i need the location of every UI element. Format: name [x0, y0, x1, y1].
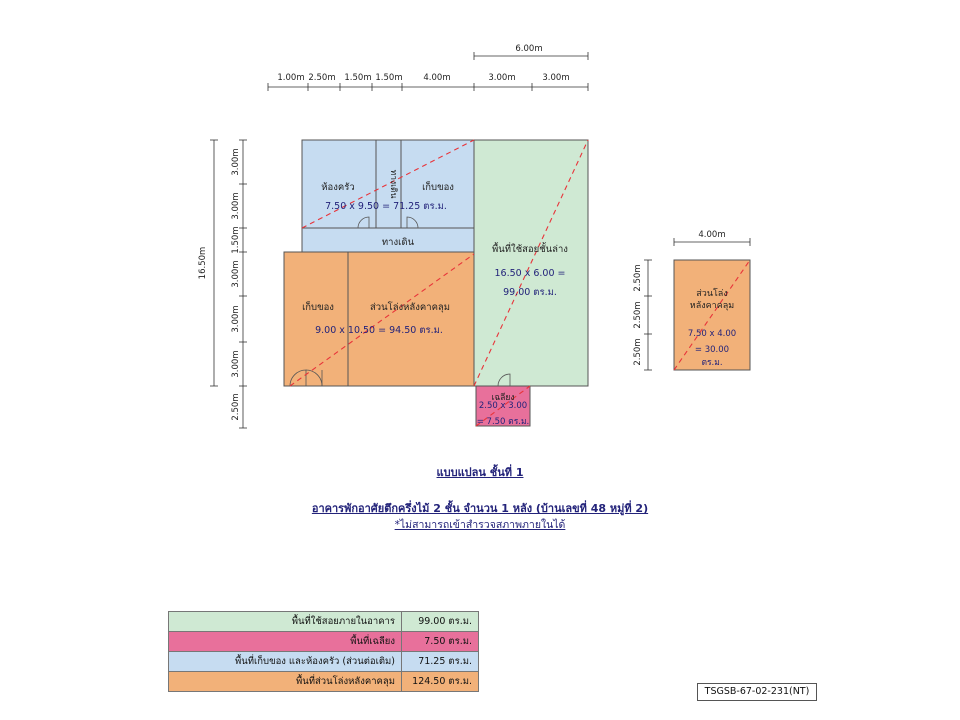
- dim-top-seg: 1.50m: [344, 73, 372, 83]
- legend-value: 99.00 ตร.ม.: [402, 612, 479, 632]
- annex-dim-width: 4.00m: [698, 230, 726, 240]
- dim-top-seg: 2.50m: [308, 73, 336, 83]
- dim-left-seg: 3.00m: [231, 260, 241, 288]
- upper-area-label: 7.50 x 9.50 = 71.25 ตร.ม.: [325, 201, 447, 212]
- porch-area-line1: 2.50 x 3.00: [478, 401, 528, 411]
- legend-label: พื้นที่เฉลียง: [169, 632, 402, 652]
- legend-value: 124.50 ตร.ม.: [402, 672, 479, 692]
- covered-label: ส่วนโล่งหลังคาคลุม: [369, 302, 451, 313]
- dim-top-seg: 3.00m: [542, 73, 570, 83]
- annex-dim-height: 2.50m: [633, 338, 643, 366]
- annex-dim-height: 2.50m: [633, 264, 643, 292]
- dim-top-seg: 4.00m: [423, 73, 451, 83]
- dim-left-seg: 3.00m: [231, 148, 241, 176]
- dim-left-seg: 3.00m: [231, 192, 241, 220]
- annex-label-2: หลังคาคลุม: [689, 301, 735, 311]
- ground-area-line1: 16.50 x 6.00 =: [494, 268, 566, 279]
- dim-top-seg: 1.50m: [375, 73, 403, 83]
- legend-label: พื้นที่เก็บของ และห้องครัว (ส่วนต่อเติม): [169, 652, 402, 672]
- storage-left-label: เก็บของ: [302, 302, 334, 313]
- dim-top-seg: 3.00m: [488, 73, 516, 83]
- ground-use-label: พื้นที่ใช้สอยชั้นล่าง: [492, 244, 568, 255]
- annex-label-1: ส่วนโล่ง: [696, 289, 728, 299]
- kitchen-label: ห้องครัว: [321, 182, 355, 193]
- dim-left-seg: 2.50m: [231, 393, 241, 421]
- plan-subtitle: อาคารพักอาศัยตึกครึ่งไม้ 2 ชั้น จำนวน 1 หลัง (บ้านเลขที่ 48 หมู่ที่ 2): [311, 502, 649, 515]
- legend-value: 71.25 ตร.ม.: [402, 652, 479, 672]
- legend-label: พื้นที่ใช้สอยภายในอาคาร: [169, 612, 402, 632]
- reference-code: TSGSB-67-02-231(NT): [697, 683, 817, 701]
- annex-dim-height: 2.50m: [633, 301, 643, 329]
- dim-top-seg: 1.00m: [277, 73, 305, 83]
- corridor-horizontal-label: ทางเดิน: [381, 237, 415, 248]
- annex-area-line3: ตร.ม.: [701, 358, 723, 368]
- dim-left-seg: 1.50m: [231, 226, 241, 254]
- dim-left-seg: 3.00m: [231, 305, 241, 333]
- plan-title: แบบแปลน ชั้นที่ 1: [436, 466, 524, 479]
- storage-top-label: เก็บของ: [422, 182, 454, 193]
- legend-row: [169, 672, 479, 692]
- porch-label: เฉลียง: [491, 393, 515, 403]
- legend-label: พื้นที่ส่วนโล่งหลังคาคลุม: [169, 672, 402, 692]
- dim-left-seg: 3.00m: [231, 350, 241, 378]
- legend-row: [169, 652, 479, 672]
- kitchen-storage-area: [302, 140, 474, 252]
- left-dimensions: [210, 140, 247, 428]
- legend-row: [169, 612, 479, 632]
- covered-open-area: [284, 252, 474, 386]
- plan-note: *ไม่สามารถเข้าสำรวจสภาพภายในได้: [394, 519, 566, 531]
- covered-area-label: 9.00 x 10.50 = 94.50 ตร.ม.: [315, 325, 443, 336]
- dim-top-overall: 6.00m: [515, 44, 543, 54]
- ground-area-line2: 99.00 ตร.ม.: [503, 287, 557, 298]
- top-dimensions: [268, 52, 588, 91]
- area-legend-table: [168, 611, 479, 692]
- annex-area-line2: = 30.00: [694, 345, 730, 355]
- corridor-vertical-label: ทางเดิน: [388, 169, 398, 199]
- annex-area-line1: 7.50 x 4.00: [687, 329, 737, 339]
- porch-area-line2: = 7.50 ตร.ม.: [476, 417, 530, 427]
- dim-left-overall: 16.50m: [198, 246, 208, 280]
- legend-value: 7.50 ตร.ม.: [402, 632, 479, 652]
- legend-row: [169, 632, 479, 652]
